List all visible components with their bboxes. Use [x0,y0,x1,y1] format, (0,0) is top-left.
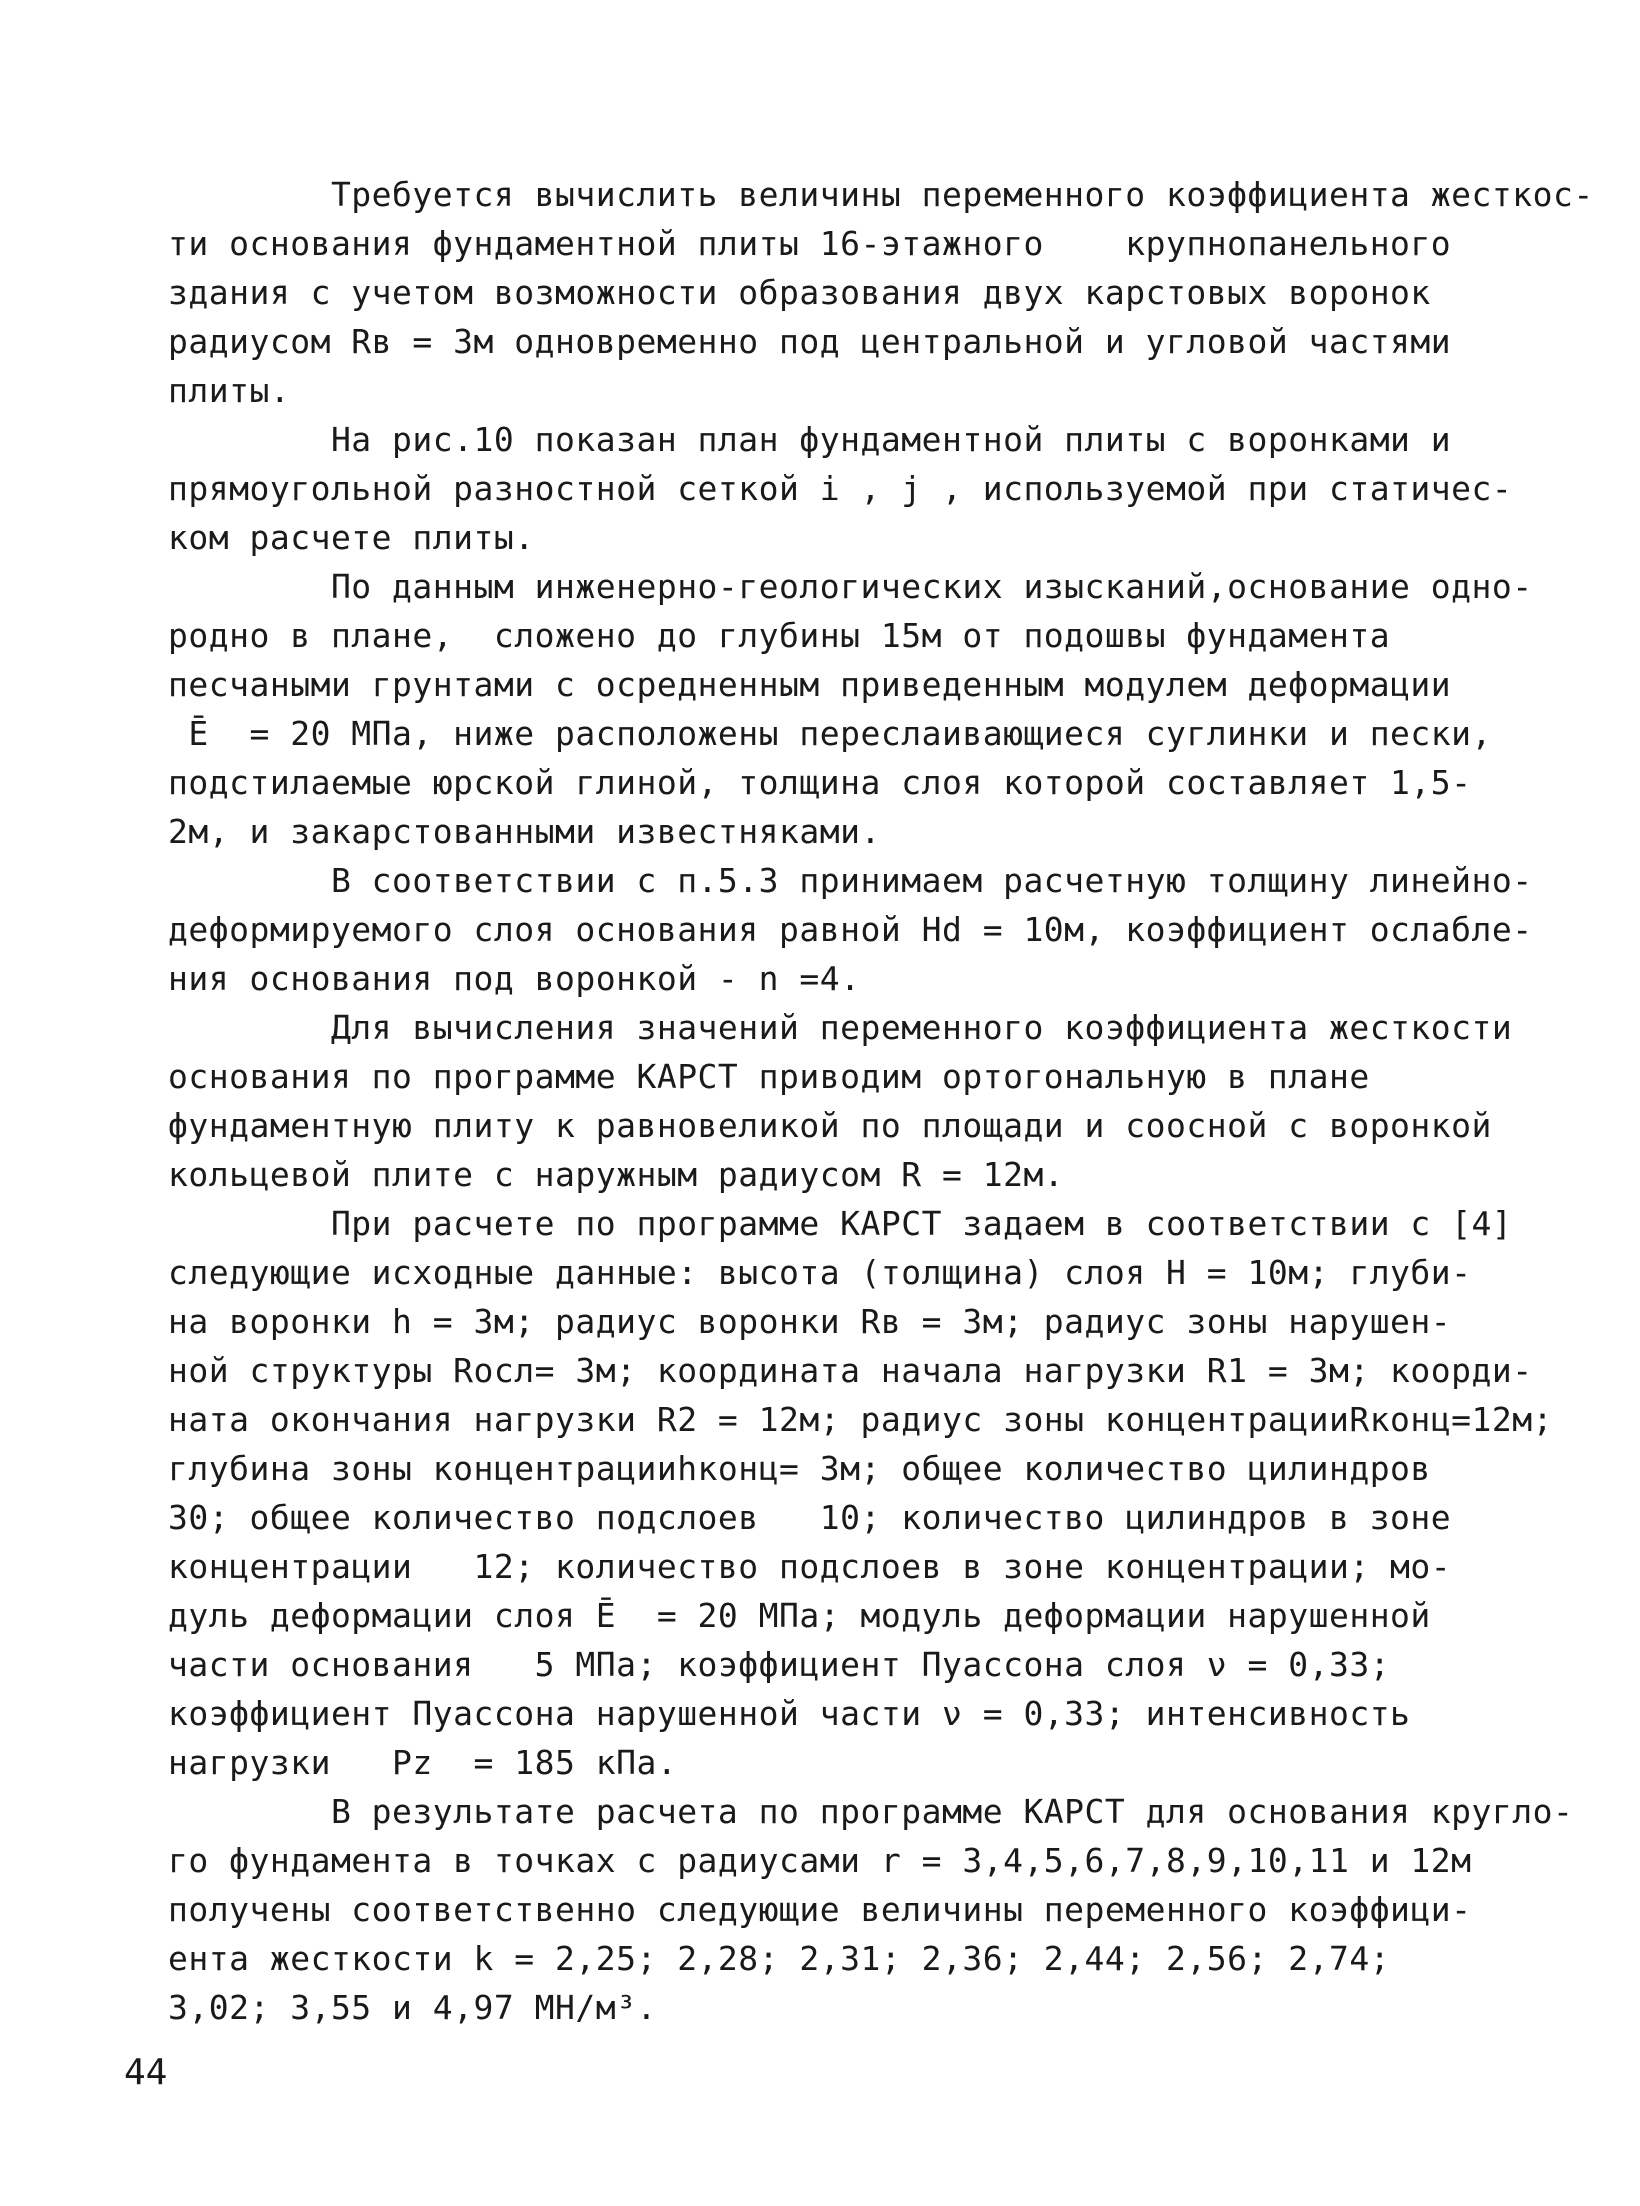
page-number: 44 [124,2052,168,2093]
text-line: фундаментную плиту к равновеликой по площади и соосной с воронкой [168,1106,1492,1145]
text-line: концентрации 12; количество подслоев в зоне концентрации; мо- [168,1547,1452,1586]
text-line: здания с учетом возможности образования двух карстовых воронок [168,273,1431,312]
text-line: прямоугольной разностной сеткой i , j , используемой при статичес- [168,469,1513,508]
text-line: ти основания фундаментной плиты 16-этажного крупнопанельного [168,224,1452,263]
text-line: Для вычисления значений переменного коэффициента жесткости [168,1008,1513,1047]
text-line: В соответствии с п.5.3 принимаем расчетную толщину линейно- [168,861,1533,900]
text-line: следующие исходные данные: высота (толщина) слоя H = 10м; глуби- [168,1253,1472,1292]
text-line: деформируемого слоя основания равной Hd = 10м, коэффициент ослабле- [168,910,1533,949]
text-line: песчаными грунтами с осредненным приведенным модулем деформации [168,665,1452,704]
text-line: получены соответственно следующие величины переменного коэффици- [168,1890,1472,1929]
paragraph-input-data [168,1199,1554,1787]
page-body [168,170,1594,2032]
text-line: Требуется вычислить величины переменного коэффициента жесткос- [168,175,1594,214]
text-line: глубина зоны концентрацииhконц= 3м; общее количество цилиндров [168,1449,1431,1488]
text-line: ной структуры Rосл= 3м; координата начала нагрузки R1 = 3м; коорди- [168,1351,1533,1390]
text-line: 2м, и закарстованными известняками. [168,812,881,851]
text-line: При расчете по программе КАРСТ задаем в соответствии с [4] [168,1204,1513,1243]
paragraph-karst-program [168,1003,1513,1199]
text-line: 3,02; 3,55 и 4,97 МН/м³. [168,1988,657,2027]
text-line: 30; общее количество подслоев 10; количество цилиндров в зоне [168,1498,1452,1537]
text-line: нагрузки Pz = 185 кПа. [168,1743,678,1782]
text-line: В результате расчета по программе КАРСТ для основания кругло- [168,1792,1574,1831]
text-line: Ē = 20 МПа, ниже расположены переслаивающиеся суглинки и пески, [168,714,1492,753]
paragraph-thickness [168,856,1533,1003]
text-line: коэффициент Пуассона нарушенной части ν = 0,33; интенсивность [168,1694,1411,1733]
text-line: ента жесткости k = 2,25; 2,28; 2,31; 2,36; 2,44; 2,56; 2,74; [168,1939,1391,1978]
text-line: радиусом Rв = 3м одновременно под центральной и угловой частями [168,322,1452,361]
text-line: плиты. [168,371,291,410]
text-line: На рис.10 показан план фундаментной плиты с воронками и [168,420,1452,459]
paragraph-figure-ref [168,415,1513,562]
text-line: основания по программе КАРСТ приводим ортогональную в плане [168,1057,1370,1096]
text-line: подстилаемые юрской глиной, толщина слоя которой составляет 1,5- [168,763,1472,802]
text-line: кольцевой плите с наружным радиусом R = 12м. [168,1155,1065,1194]
text-line: на воронки h = 3м; радиус воронки Rв = 3м; радиус зоны нарушен- [168,1302,1452,1341]
paragraph-results [168,1787,1574,2032]
text-line: По данным инженерно-геологических изысканий,основание одно- [168,567,1533,606]
text-line: части основания 5 МПа; коэффициент Пуассона слоя ν = 0,33; [168,1645,1391,1684]
text-line: дуль деформации слоя Ē = 20 МПа; модуль деформации нарушенной [168,1596,1431,1635]
text-line: ком расчете плиты. [168,518,535,557]
text-line: ния основания под воронкой - n =4. [168,959,861,998]
paragraph-task [168,170,1594,415]
paragraph-geology [168,562,1533,856]
text-line: ната окончания нагрузки R2 = 12м; радиус зоны концентрацииRконц=12м; [168,1400,1554,1439]
text-line: родно в плане, сложено до глубины 15м от подошвы фундамента [168,616,1391,655]
text-line: го фундамента в точках с радиусами r = 3,4,5,6,7,8,9,10,11 и 12м [168,1841,1472,1880]
